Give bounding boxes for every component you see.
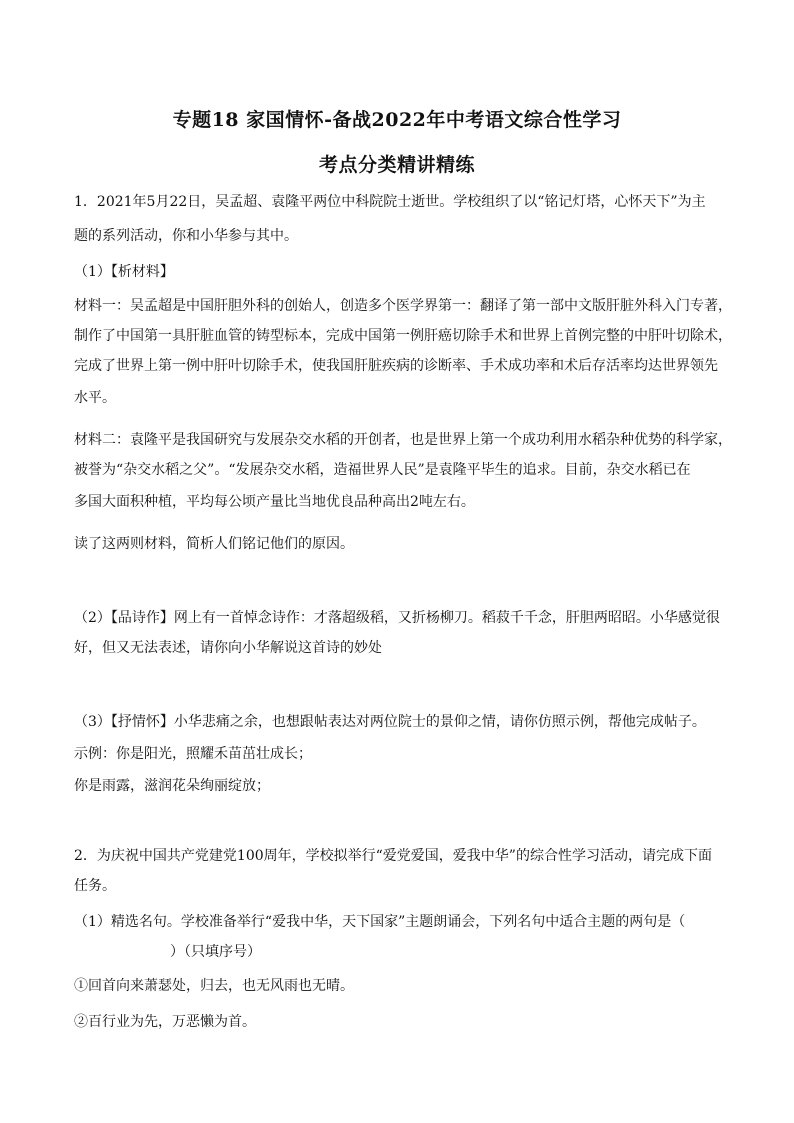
- q1-material2-line2: 被誉为“杂交水稻之父”。“发展杂交水稻，造福世界人民”是袁隆平毕生的追求。目前，杂交水稻已在: [74, 462, 691, 478]
- q2-option1: ①回首向来萧瑟处，归去，也无风雨也无晴。: [74, 978, 354, 994]
- document-title-line2: 考点分类精讲精练: [318, 154, 475, 176]
- q1-part3-example1: 示例：你是阳光，照耀禾苗茁壮成长；: [74, 746, 312, 762]
- q1-material1-line3: 完成了世界上第一例中肝叶切除手术，使我国肝脏疾病的诊断率、手术成功率和术后存活率均达世界领先: [74, 358, 718, 374]
- q1-intro-line2: 题的系列活动，你和小华参与其中。: [74, 228, 298, 244]
- q1-part2-line2: 好，但又无法表述，请你向小华解说这首诗的妙处: [74, 640, 382, 656]
- q2-intro-line1: 2．为庆祝中国共产党建党100周年，学校拟举行“爱党爱国，爱我中华”的综合性学习活动，请完成下面: [74, 848, 712, 864]
- q1-part1-question: 读了这两则材料，简析人们铭记他们的原因。: [74, 536, 354, 552]
- q1-intro-line1: 1．2021年5月22日，吴孟超、袁隆平两位中科院院士逝世。学校组织了以“铭记灯塔，心怀天下”为主: [74, 194, 706, 210]
- q1-material2-line3: 多国大面积种植，平均每公顷产量比当地优良品种高出2吨左右。: [74, 494, 475, 510]
- q2-option2: ②百行业为先，万恶懒为首。: [74, 1014, 256, 1030]
- q1-material1-line1: 材料一：吴孟超是中国肝胆外科的创始人，创造多个医学界第一：翻译了第一部中文版肝脏外科入门专著，: [74, 298, 732, 314]
- q1-material1-line2: 制作了中国第一具肝脏血管的铸型标本，完成中国第一例肝癌切除手术和世界上首例完整的中肝叶切除术，: [74, 328, 732, 344]
- q1-part2-line1: （2）【品诗作】网上有一首悼念诗作：才落超级稻，又折杨柳刀。稻菽千千念，肝胆两昭昭。小华感觉很: [74, 610, 720, 626]
- document-title-line1: 专题18 家国情怀-备战2022年中考语文综合性学习: [172, 109, 622, 131]
- q2-part1-line2: ）（只填序号）: [170, 944, 261, 960]
- q1-part3-example2: 你是雨露，滋润花朵绚丽绽放；: [74, 778, 270, 794]
- q2-part1-line1: （1）精选名句。学校准备举行“爱我中华，天下国家”主题朗诵会，下列名句中适合主题的两句是（: [74, 914, 686, 930]
- q1-material1-line4: 水平。: [74, 390, 116, 406]
- q1-material2-line1: 材料二：袁隆平是我国研究与发展杂交水稻的开创者，也是世界上第一个成功利用水稻杂种优势的科学家，: [74, 432, 732, 448]
- q1-part1-label: （1）【析材料】: [74, 264, 174, 280]
- q2-intro-line2: 任务。: [74, 878, 116, 894]
- q1-part3-line1: （3）【抒情怀】小华悲痛之余，也想跟帖表达对两位院士的景仰之情，请你仿照示例，帮他完成帖子。: [74, 714, 706, 730]
